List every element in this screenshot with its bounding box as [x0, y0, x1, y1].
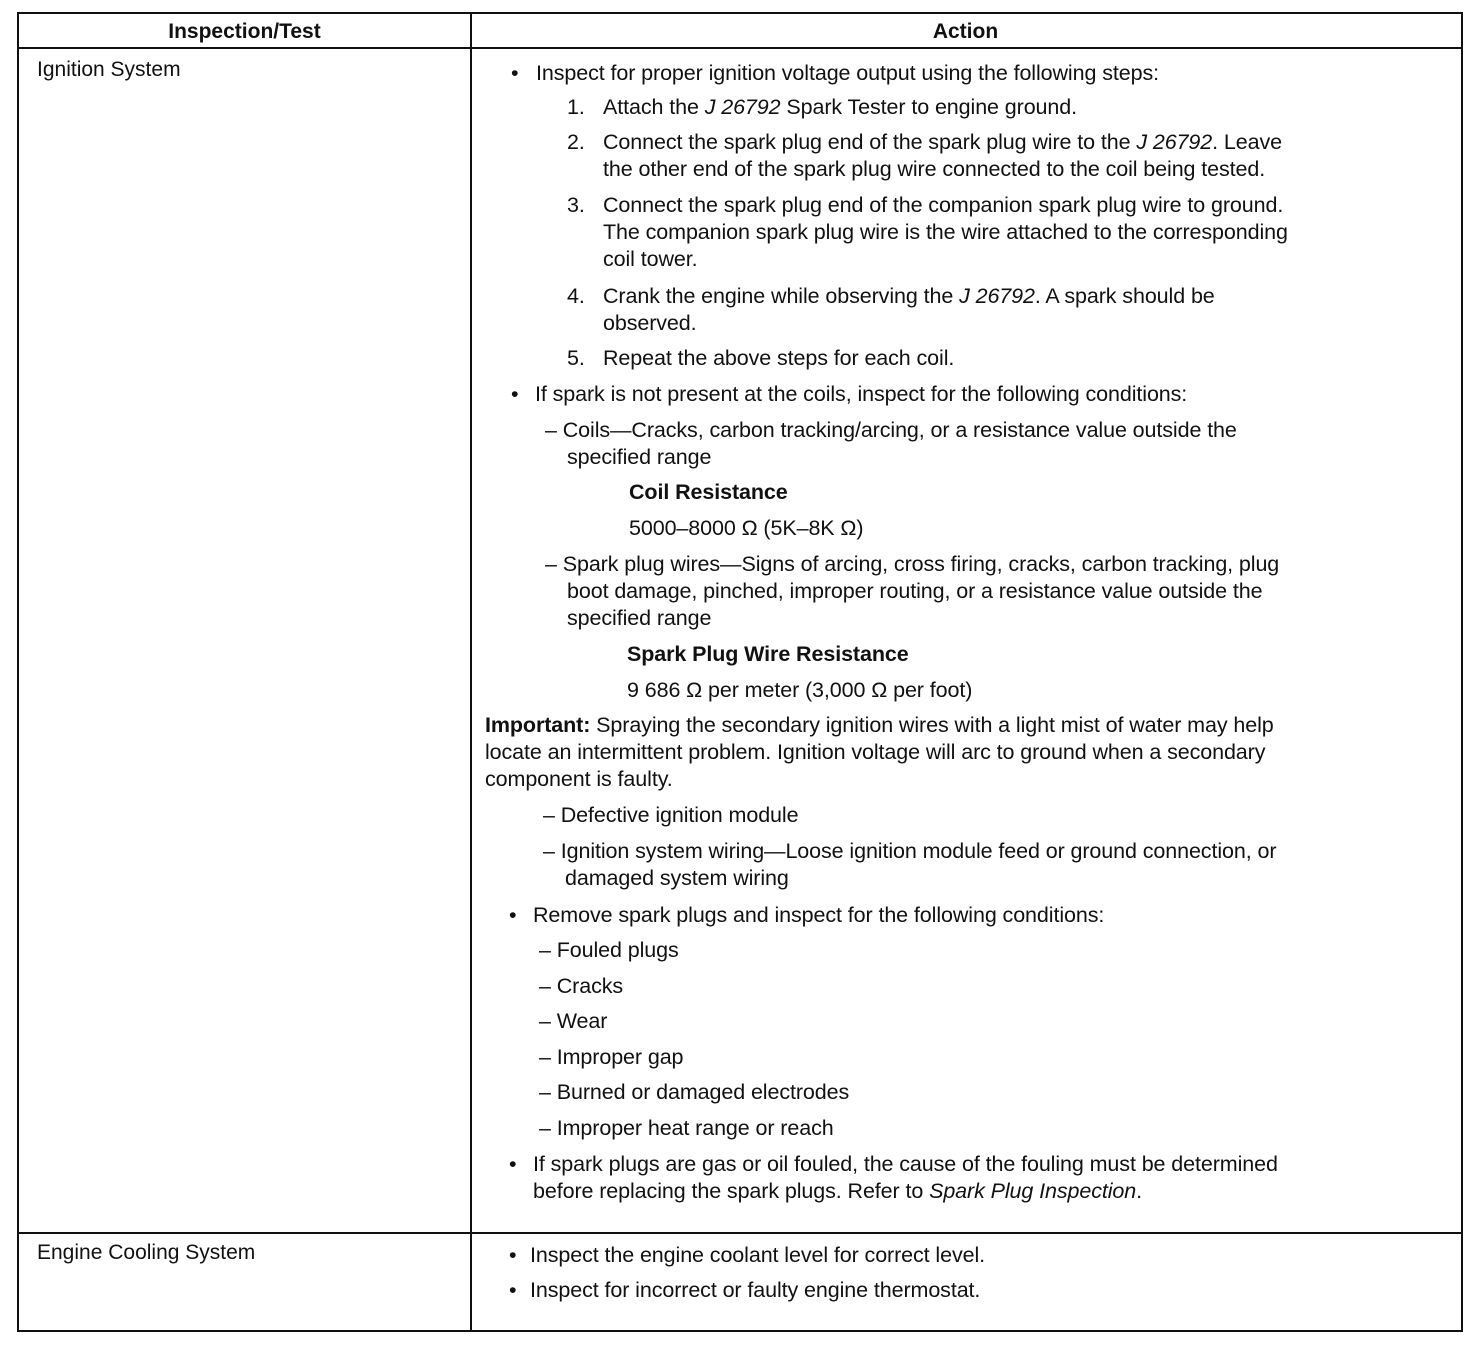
- row-label-engine-cooling-system: Engine Cooling System: [37, 1241, 256, 1264]
- important-note-line1: Important: Spraying the secondary ignition wires with a light mist of water may help: [485, 713, 1274, 737]
- step-4-line1: Crank the engine while observing the J 26792. A spark should be: [603, 284, 1215, 308]
- wires-condition-line2: boot damage, pinched, improper routing, or a resistance value outside the: [567, 579, 1263, 603]
- important-note-line2: locate an intermittent problem. Ignition voltage will arc to ground when a secondary: [485, 740, 1266, 764]
- wiring-condition-line2: damaged system wiring: [565, 866, 789, 890]
- bullet-icon: •: [509, 1278, 517, 1302]
- fouled-note-line2: before replacing the spark plugs. Refer to Spark Plug Inspection.: [533, 1179, 1143, 1203]
- plug-condition: – Burned or damaged electrodes: [539, 1080, 850, 1104]
- coils-condition-line2: specified range: [567, 445, 712, 469]
- step-1: Attach the J 26792 Spark Tester to engine ground.: [603, 95, 1078, 119]
- step-number: 4.: [567, 284, 585, 308]
- header-inspection-test: Inspection/Test: [168, 20, 321, 43]
- bullet-icon: •: [511, 382, 519, 406]
- no-spark-intro: If spark is not present at the coils, inspect for the following conditions:: [535, 382, 1188, 406]
- wires-condition-line1: – Spark plug wires—Signs of arcing, cross firing, cracks, carbon tracking, plug: [545, 552, 1280, 576]
- module-condition: – Defective ignition module: [543, 803, 799, 827]
- step-number: 2.: [567, 130, 585, 154]
- coil-resistance-value: 5000–8000 Ω (5K–8K Ω): [629, 516, 864, 540]
- step-number: 3.: [567, 193, 585, 217]
- spark-plug-inspection-ref: Spark Plug Inspection: [929, 1179, 1137, 1203]
- bullet-icon: •: [511, 61, 519, 85]
- tool-ref: J 26792: [704, 95, 781, 119]
- plug-condition: – Wear: [539, 1009, 608, 1033]
- plug-condition: – Cracks: [539, 974, 624, 998]
- bullet-icon: •: [509, 1243, 517, 1267]
- bullet-icon: •: [509, 903, 517, 927]
- step-2-line1: Connect the spark plug end of the spark plug wire to the J 26792. Leave: [603, 130, 1282, 154]
- important-note-line3: component is faulty.: [485, 767, 673, 791]
- wire-resistance-title: Spark Plug Wire Resistance: [627, 642, 909, 666]
- step-number: 1.: [567, 95, 585, 119]
- coil-resistance-title: Coil Resistance: [629, 480, 788, 504]
- step-5: Repeat the above steps for each coil.: [603, 346, 955, 370]
- step-number: 5.: [567, 346, 585, 370]
- fouled-note-line1: If spark plugs are gas or oil fouled, the cause of the fouling must be determined: [533, 1152, 1278, 1176]
- plug-condition: – Improper heat range or reach: [539, 1116, 834, 1140]
- table-header: [19, 14, 1461, 49]
- tool-ref: J 26792: [959, 284, 1035, 308]
- thermostat-check: Inspect for incorrect or faulty engine thermostat.: [530, 1278, 981, 1302]
- inspection-table: [17, 12, 1463, 1332]
- wiring-condition-line1: – Ignition system wiring—Loose ignition module feed or ground connection, or: [543, 839, 1277, 863]
- spark-plugs-intro: Remove spark plugs and inspect for the following conditions:: [533, 903, 1105, 927]
- row-label-ignition-system: Ignition System: [37, 58, 181, 81]
- plug-condition: – Improper gap: [539, 1045, 684, 1069]
- bullet-icon: •: [509, 1152, 517, 1176]
- voltage-intro: Inspect for proper ignition voltage output using the following steps:: [536, 61, 1159, 85]
- header-action: Action: [932, 20, 999, 43]
- step-3-line2: The companion spark plug wire is the wire attached to the corresponding: [603, 220, 1288, 244]
- row-divider: [19, 1232, 1461, 1234]
- important-label: Important:: [485, 713, 591, 737]
- step-2-line2: the other end of the spark plug wire connected to the coil being tested.: [603, 157, 1266, 181]
- tool-ref: J 26792: [1136, 130, 1213, 154]
- column-divider: [470, 14, 472, 1330]
- step-4-line2: observed.: [603, 311, 697, 335]
- step-3-line3: coil tower.: [603, 247, 698, 271]
- plug-condition: – Fouled plugs: [539, 938, 679, 962]
- wire-resistance-value: 9 686 Ω per meter (3,000 Ω per foot): [627, 678, 973, 702]
- wires-condition-line3: specified range: [567, 606, 712, 630]
- coolant-level-check: Inspect the engine coolant level for correct level.: [530, 1243, 986, 1267]
- step-3-line1: Connect the spark plug end of the companion spark plug wire to ground.: [603, 193, 1284, 217]
- coils-condition-line1: – Coils—Cracks, carbon tracking/arcing, or a resistance value outside the: [545, 418, 1237, 442]
